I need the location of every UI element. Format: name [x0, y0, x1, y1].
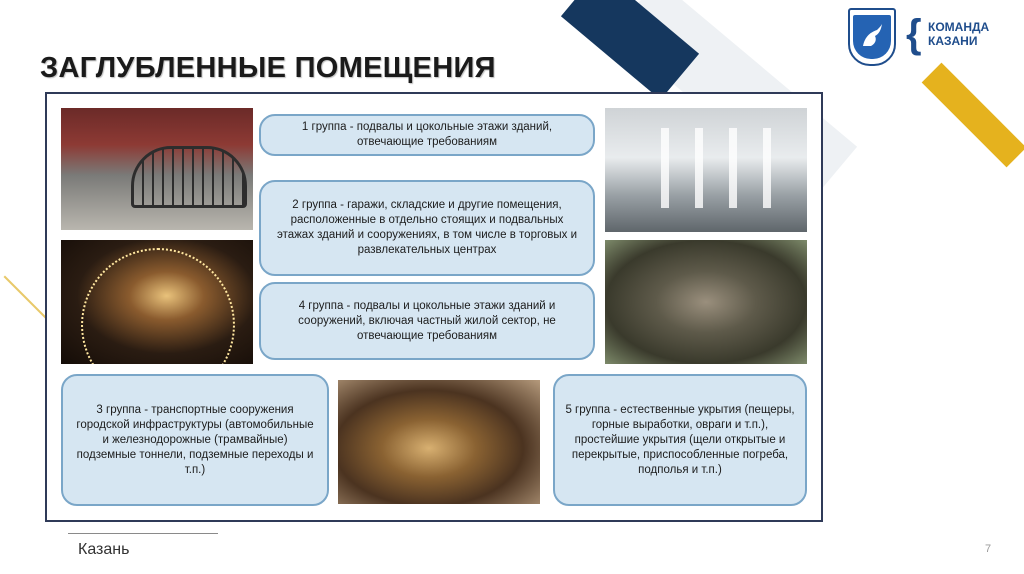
- page-title: ЗАГЛУБЛЕННЫЕ ПОМЕЩЕНИЯ: [40, 52, 496, 84]
- decorative-stripe-gold: [922, 63, 1024, 168]
- kazan-crest-logo: [848, 8, 896, 66]
- cave-photo: [605, 240, 807, 364]
- group-3-callout: 3 группа - транспортные сооружения городской инфраструктуры (автомобильные и железнодорожные (трамвайные) подземные тоннели, подземные переходы и т.п.): [61, 374, 329, 506]
- team-logo-text: [928, 20, 989, 48]
- logo-line-1: КОМАНДА: [928, 20, 990, 34]
- corridor-photo: [338, 380, 540, 504]
- parking-photo: [605, 108, 807, 232]
- footer-city: Казань: [78, 541, 130, 558]
- logo-line-2: КАЗАНИ: [928, 34, 978, 48]
- group-5-callout: 5 группа - естественные укрытия (пещеры, горные выработки, овраги и т.п.), простейшие укрытия (щели открытые и перекрытые, приспособленные погреба, подполья и т.п.): [553, 374, 807, 506]
- team-logo-brace: {: [906, 12, 922, 56]
- page-number: 7: [985, 543, 992, 555]
- shelters-infographic: [45, 92, 823, 522]
- group-4-callout: 4 группа - подвалы и цокольные этажи зданий и сооружений, включая частный жилой сектор, не отвечающие требованиям: [259, 282, 595, 360]
- footer-divider: [68, 533, 218, 534]
- tunnel-photo: [61, 240, 253, 364]
- basement-photo: [61, 108, 253, 230]
- dragon-icon: [853, 15, 891, 59]
- group-2-callout: 2 группа - гаражи, складские и другие помещения, расположенные в отдельно стоящих и подвальных этажах зданий и сооружениях, в том числе в торговых и развлекательных центрах: [259, 180, 595, 276]
- group-1-callout: 1 группа - подвалы и цокольные этажи зданий, отвечающие требованиям: [259, 114, 595, 156]
